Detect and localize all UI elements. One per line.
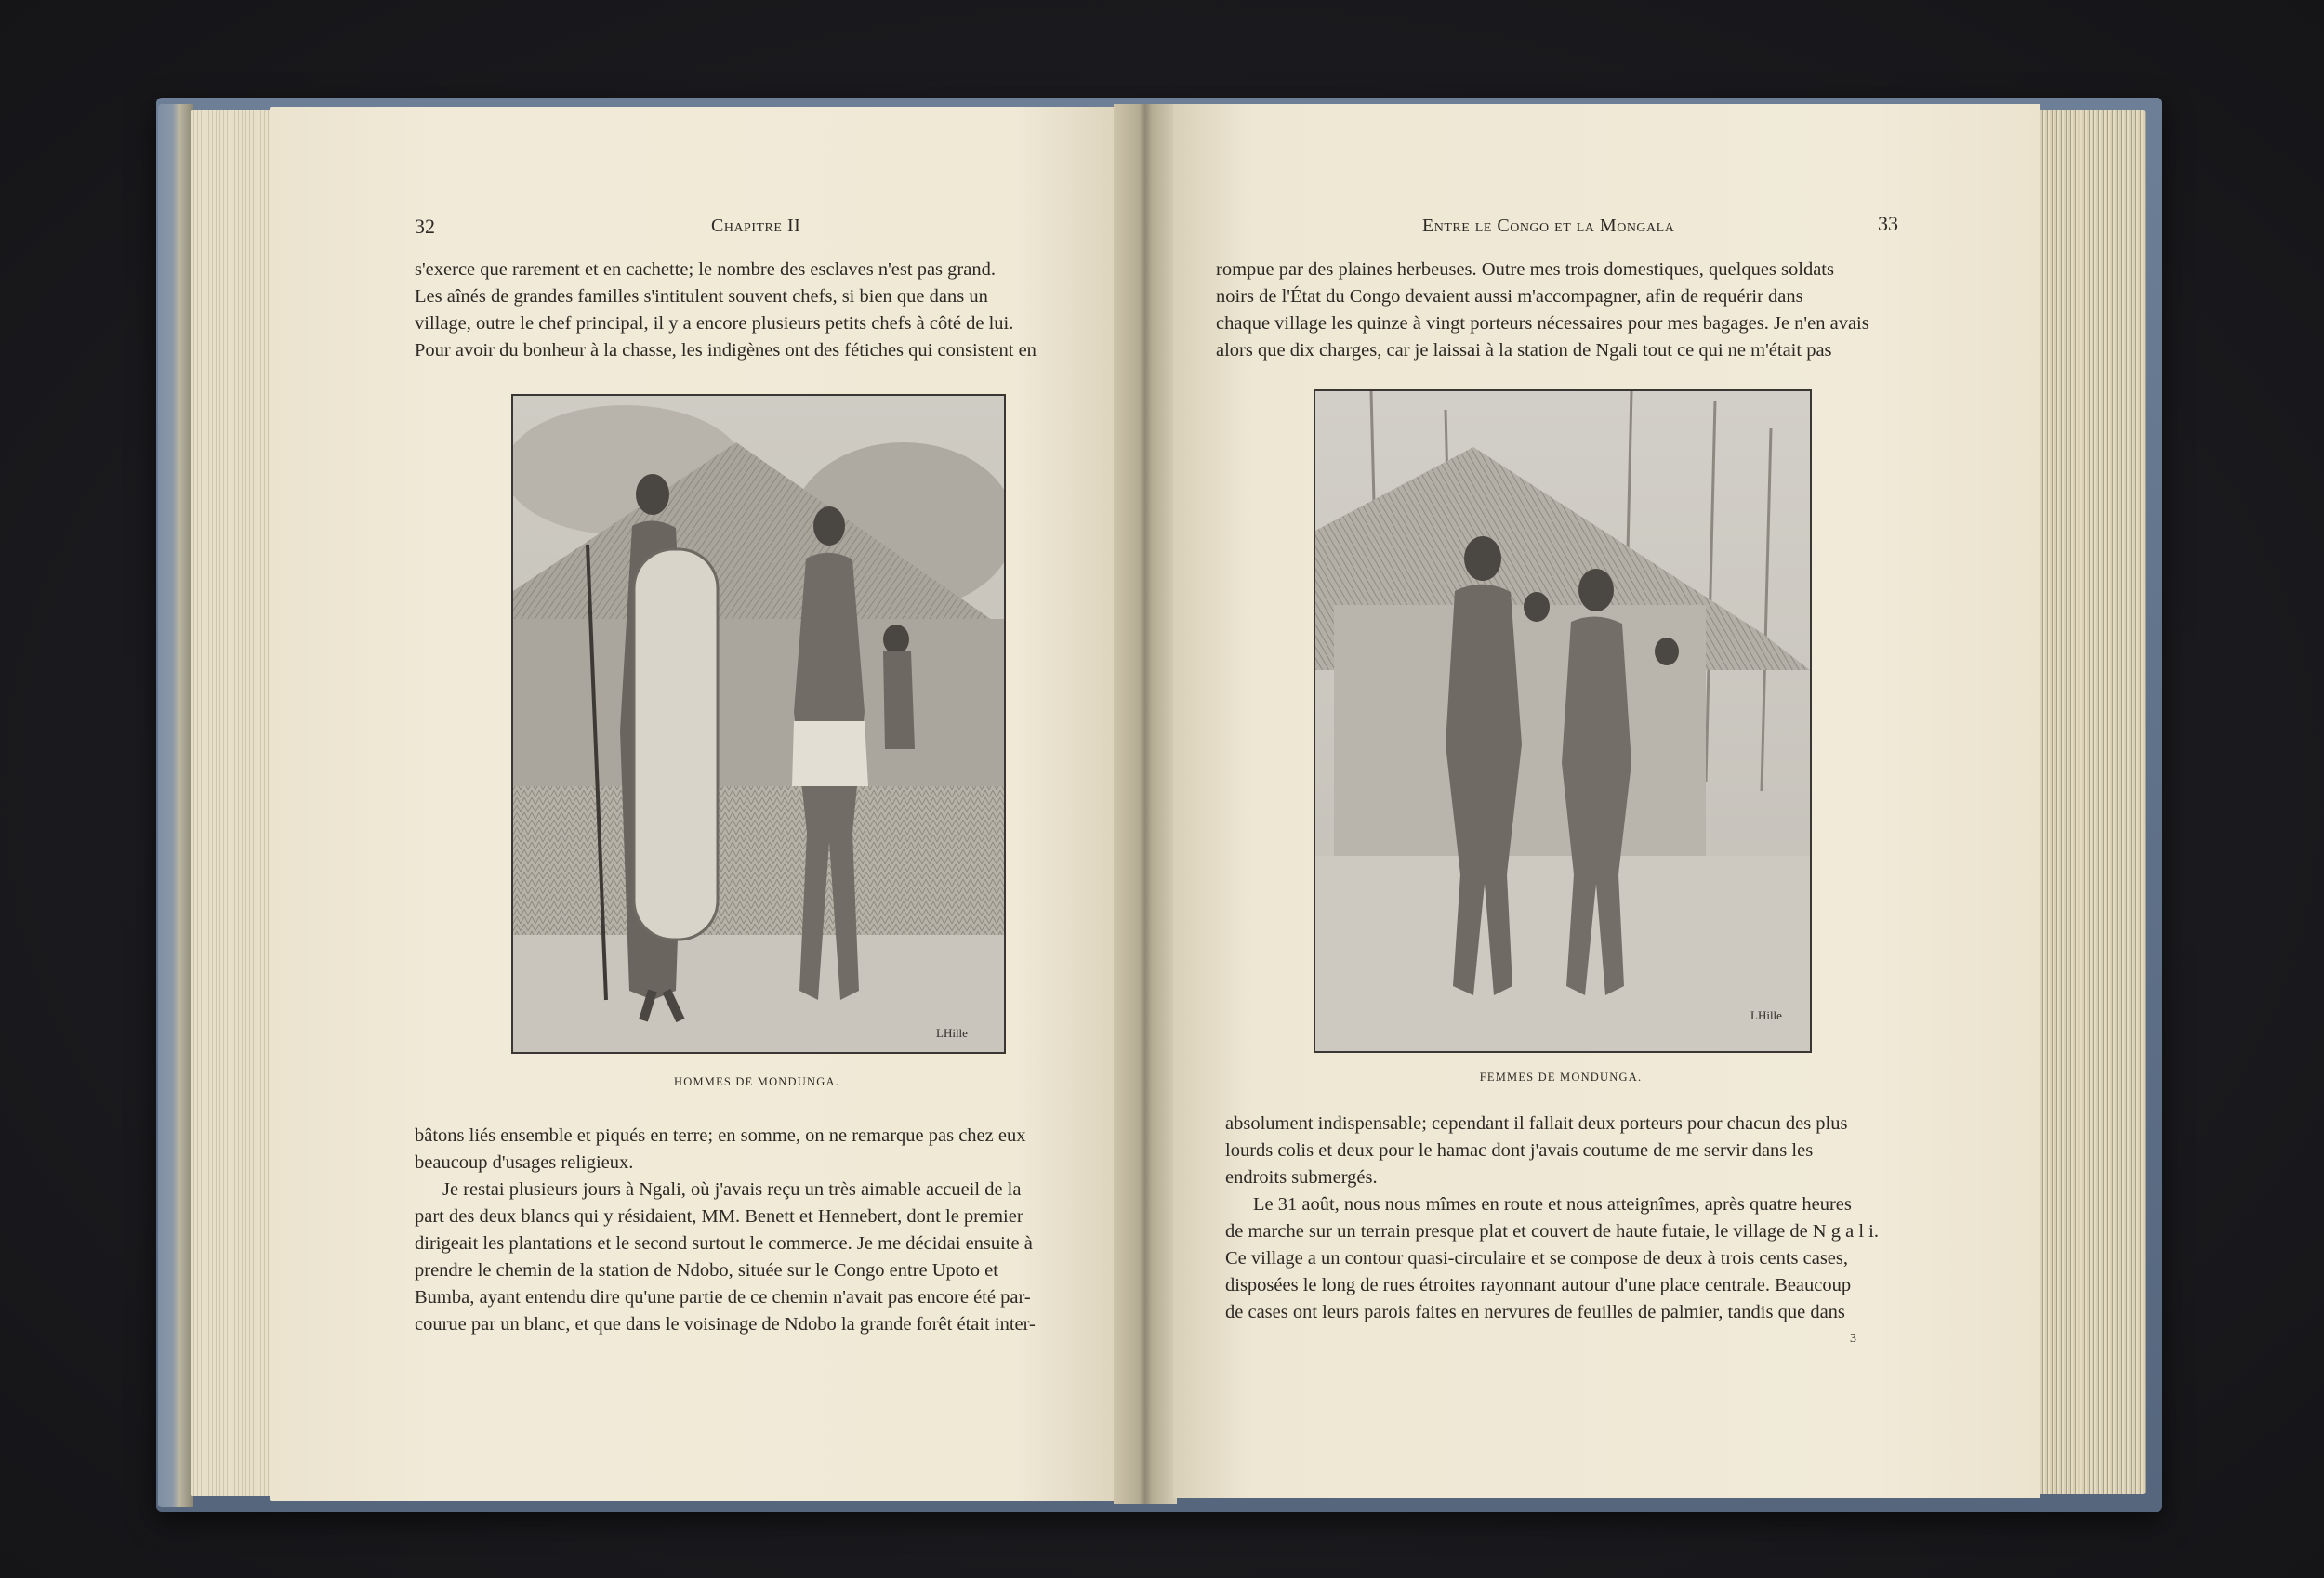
book-gutter <box>1114 104 1177 1504</box>
text-line: part des deux blancs qui y résidaient, MM. Benett et Hennebert, dont le premier <box>415 1206 1023 1227</box>
text-line: courue par un blanc, et que dans le voisinage de Ndobo la grande forêt était inter- <box>415 1314 1036 1335</box>
right-bottom-text <box>1225 1111 1907 1326</box>
left-figure-caption: HOMMES DE MONDUNGA. <box>673 1075 839 1088</box>
engraving-women-illustration <box>1315 391 1810 1051</box>
right-figure-caption: FEMMES DE MONDUNGA. <box>1479 1071 1643 1084</box>
text-line: bâtons liés ensemble et piqués en terre; en somme, on ne remarque pas chez eux <box>415 1125 1026 1146</box>
signature-mark: 3 <box>1850 1332 1856 1346</box>
right-page-number: 33 <box>1878 212 1898 235</box>
left-running-head: Chapitre II <box>711 216 801 236</box>
text-line: Le 31 août, nous nous mîmes en route et nous atteignîmes, après quatre heures <box>1253 1194 1852 1215</box>
page-edges-right <box>2036 110 2146 1494</box>
text-line: disposées le long de rues étroites rayonnant autour d'une place centrale. Beaucoup <box>1225 1275 1852 1295</box>
text-line: Je restai plusieurs jours à Ngali, où j'avais reçu un très aimable accueil de la <box>442 1179 1022 1200</box>
text-line: endroits submergés. <box>1225 1167 1378 1188</box>
plate-signature: LHille <box>1750 1008 1782 1022</box>
text-line: Pour avoir du bonheur à la chasse, les indigènes ont des fétiches qui consistent en <box>415 340 1037 361</box>
right-running-head: Entre le Congo et la Mongala <box>1422 216 1675 236</box>
text-line: de cases ont leurs parois faites en nervures de feuilles de palmier, tandis que dans <box>1225 1302 1845 1322</box>
text-line: alors que dix charges, car je laissai à la station de Ngali tout ce qui ne m'était pas <box>1216 340 1832 361</box>
text-line: Ce village a un contour quasi-circulaire et se compose de deux à trois cents cases, <box>1225 1248 1848 1269</box>
plate-femmes-de-mondunga <box>1314 389 1812 1053</box>
left-page-number: 32 <box>415 215 435 238</box>
cover-spine-edge <box>158 104 193 1507</box>
left-top-text <box>415 256 1101 364</box>
plate-hommes-de-mondunga <box>511 394 1006 1054</box>
text-line: s'exerce que rarement et en cachette; le nombre des esclaves n'est pas grand. <box>415 259 996 280</box>
plate-signature: LHille <box>936 1026 968 1040</box>
text-line: absolument indispensable; cependant il fallait deux porteurs pour chacun des plus <box>1225 1113 1848 1134</box>
text-line: chaque village les quinze à vingt porteurs nécessaires pour mes bagages. Je n'en avais <box>1216 313 1869 334</box>
text-line: lourds colis et deux pour le hamac dont j'avais coutume de me servir dans les <box>1225 1140 1814 1161</box>
text-line: Bumba, ayant entendu dire qu'une partie de ce chemin n'avait pas encore été par- <box>415 1287 1031 1308</box>
text-line: dirigeait les plantations et le second surtout le commerce. Je me décidai ensuite à <box>415 1233 1033 1254</box>
text-line: de marche sur un terrain presque plat et couvert de haute futaie, le village de N g a l i. <box>1225 1221 1879 1242</box>
text-line: noirs de l'État du Congo devaient aussi m'accompagner, afin de requérir dans <box>1216 286 1803 307</box>
text-line: village, outre le chef principal, il y a encore plusieurs petits chefs à côté de lui. <box>415 313 1014 334</box>
page-edges-left <box>191 110 274 1496</box>
text-line: prendre le chemin de la station de Ndobo, située sur le Congo entre Upoto et <box>415 1260 998 1281</box>
text-line: rompue par des plaines herbeuses. Outre mes trois domestiques, quelques soldats <box>1216 259 1834 280</box>
engraving-men-illustration <box>513 396 1004 1052</box>
text-line: Les aînés de grandes familles s'intitulent souvent chefs, si bien que dans un <box>415 286 988 307</box>
text-line: beaucoup d'usages religieux. <box>415 1152 634 1173</box>
right-top-text <box>1216 256 1907 364</box>
left-bottom-text <box>415 1123 1101 1338</box>
